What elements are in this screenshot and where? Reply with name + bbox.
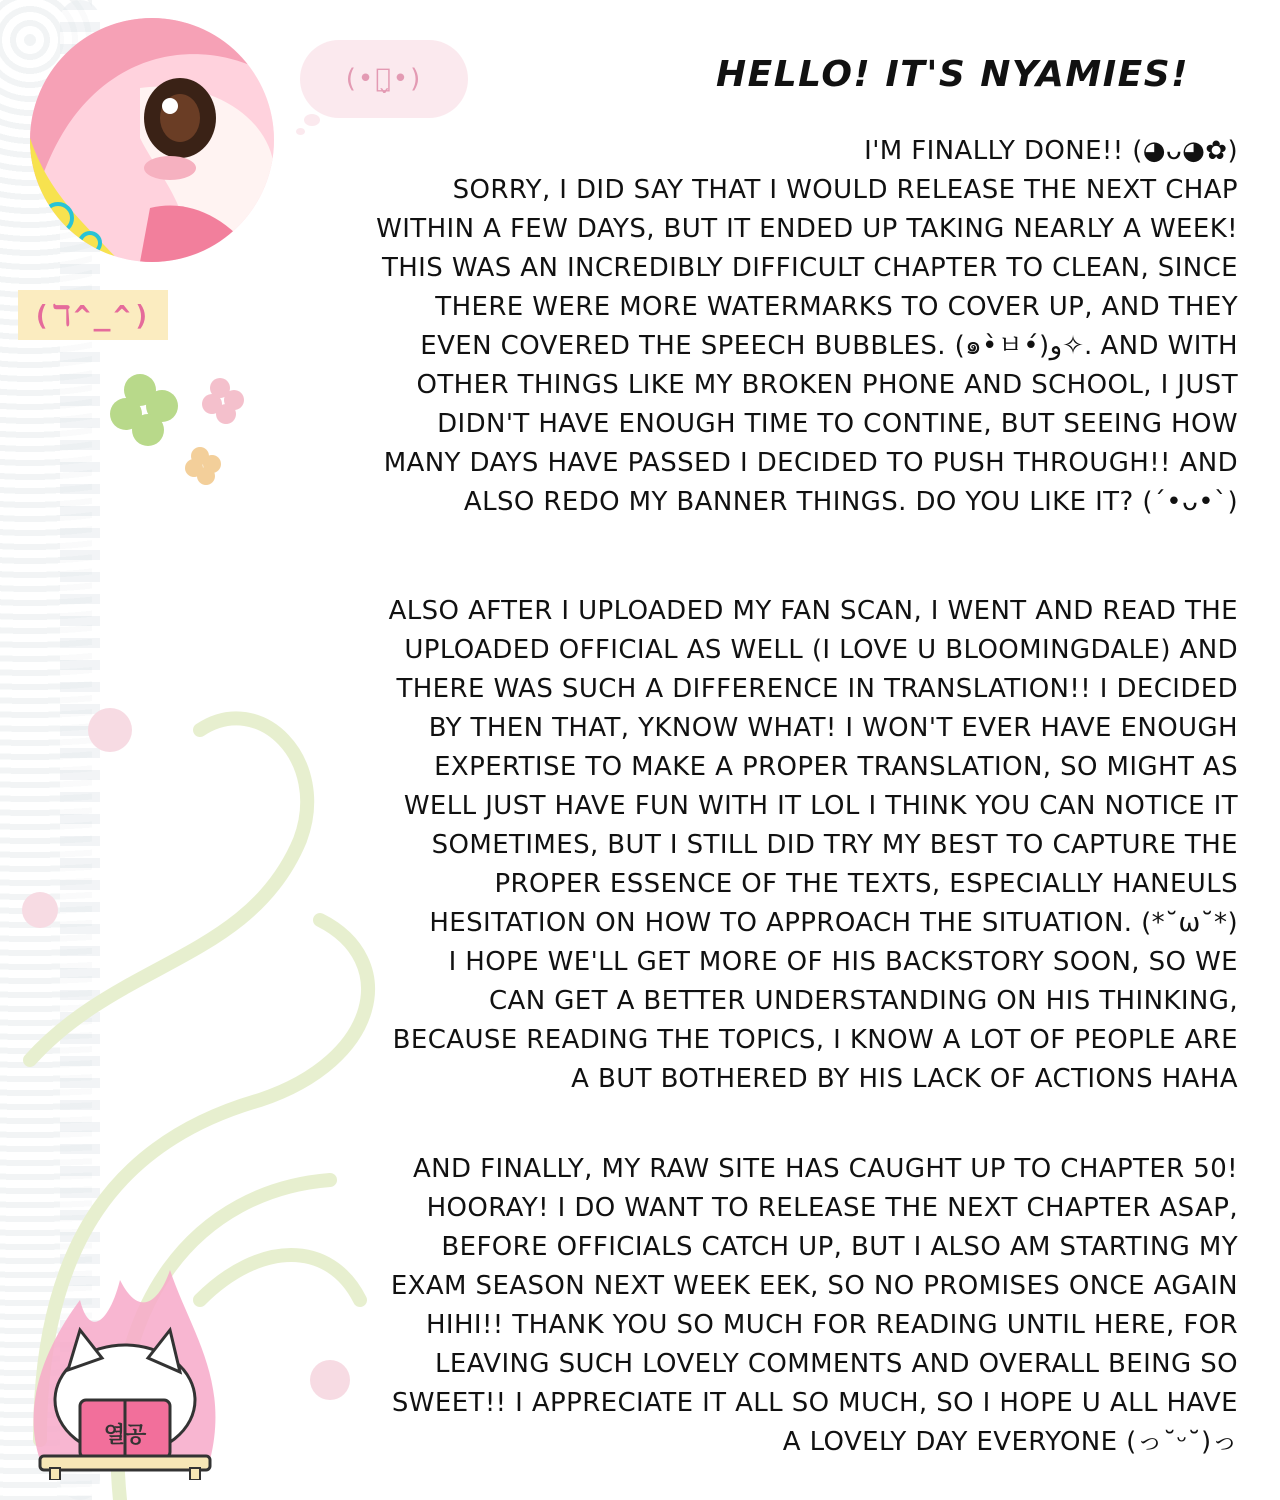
clover-cluster-icon	[100, 360, 270, 490]
girl-face-icon	[30, 18, 274, 262]
paragraph-2: ALSO AFTER I UPLOADED MY FAN SCAN, I WENT AND READ THE UPLOADED OFFICIAL AS WELL (I LOVE U BLOOMINGDALE) AND THERE WAS SUCH A DIFFERENCE IN TRANSLATION!! I DECIDED BY THEN THAT, YKNOW WHAT! I WON'T EVER HAVE ENOUGH EXPERTISE TO MAKE A PROPER TRANSLATION, SO MIGHT AS WELL JUST HAVE FUN WITH IT LOL I THINK YOU CAN NOTICE IT SOMETIMES, BUT I STILL DID TRY MY BEST TO CAPTURE THE PROPER ESSENCE OF THE TEXTS, ESPECIALLY HANEULS HESITATION ON HOW TO APPROACH THE SITUATION. (*˘ω˘*) I HOPE WE'LL GET MORE OF HIS BACKSTORY SOON, SO WE CAN GET A BETTER UNDERSTANDING ON HIS THINKING, BECAUSE READING THE TOPICS, I KNOW A LOT OF PEOPLE ARE A BUT BOTHERED BY HIS LACK OF ACTIONS HAHA	[388, 596, 1238, 1094]
bubble-tail-dot	[304, 114, 320, 126]
cat-book-text: 열공	[103, 1423, 147, 1448]
page-title: HELLO! IT'S NYAMIES!	[716, 54, 1190, 95]
thought-bubble	[300, 40, 468, 118]
face-badge	[18, 290, 168, 340]
paragraph-3: AND FINALLY, MY RAW SITE HAS CAUGHT UP TO CHAPTER 50! HOORAY! I DO WANT TO RELEASE THE NEXT CHAPTER ASAP, BEFORE OFFICIALS CATCH UP, BUT I ALSO AM STARTING MY EXAM SEASON NEXT WEEK EEK, SO NO PROMISES ONCE AGAIN HIHI!! THANK YOU SO MUCH FOR READING UNTIL HERE, FOR LEAVING SUCH LOVELY COMMENTS AND OVERALL BEING SO SWEET!! I APPRECIATE IT ALL SO MUCH, SO I HOPE U ALL HAVE A LOVELY DAY EVERYONE (っ˘ᵕ˘)っ	[390, 1154, 1238, 1457]
paragraph-1: I'M FINALLY DONE!! (◕ᴗ◕✿) SORRY, I DID SAY THAT I WOULD RELEASE THE NEXT CHAP WITHIN A FEW DAYS, BUT IT ENDED UP TAKING NEARLY A WEEK! THIS WAS AN INCREDIBLY DIFFICULT CHAPTER TO CLEAN, SINCE THERE WERE MORE WATERMARKS TO COVER UP, AND THEY EVEN COVERED THE SPEECH BUBBLES. (๑•̀ㅂ•́)و✧. AND WITH OTHER THINGS LIKE MY BROKEN PHONE AND SCHOOL, I JUST DIDN'T HAVE ENOUGH TIME TO CONTINE, BUT SEEING HOW MANY DAYS HAVE PASSED I DECIDED TO PUSH THROUGH!! AND ALSO REDO MY BANNER THINGS. DO YOU LIKE IT? (´•ᴗ•`)	[376, 136, 1238, 517]
cat-studying-icon	[20, 1260, 230, 1480]
girl-avatar	[30, 18, 274, 262]
bubble-face-text: (•ꈍ̬•)	[345, 64, 423, 94]
cat-studying	[20, 1260, 230, 1480]
badge-face-text: (ℸ^_^)	[32, 298, 154, 332]
